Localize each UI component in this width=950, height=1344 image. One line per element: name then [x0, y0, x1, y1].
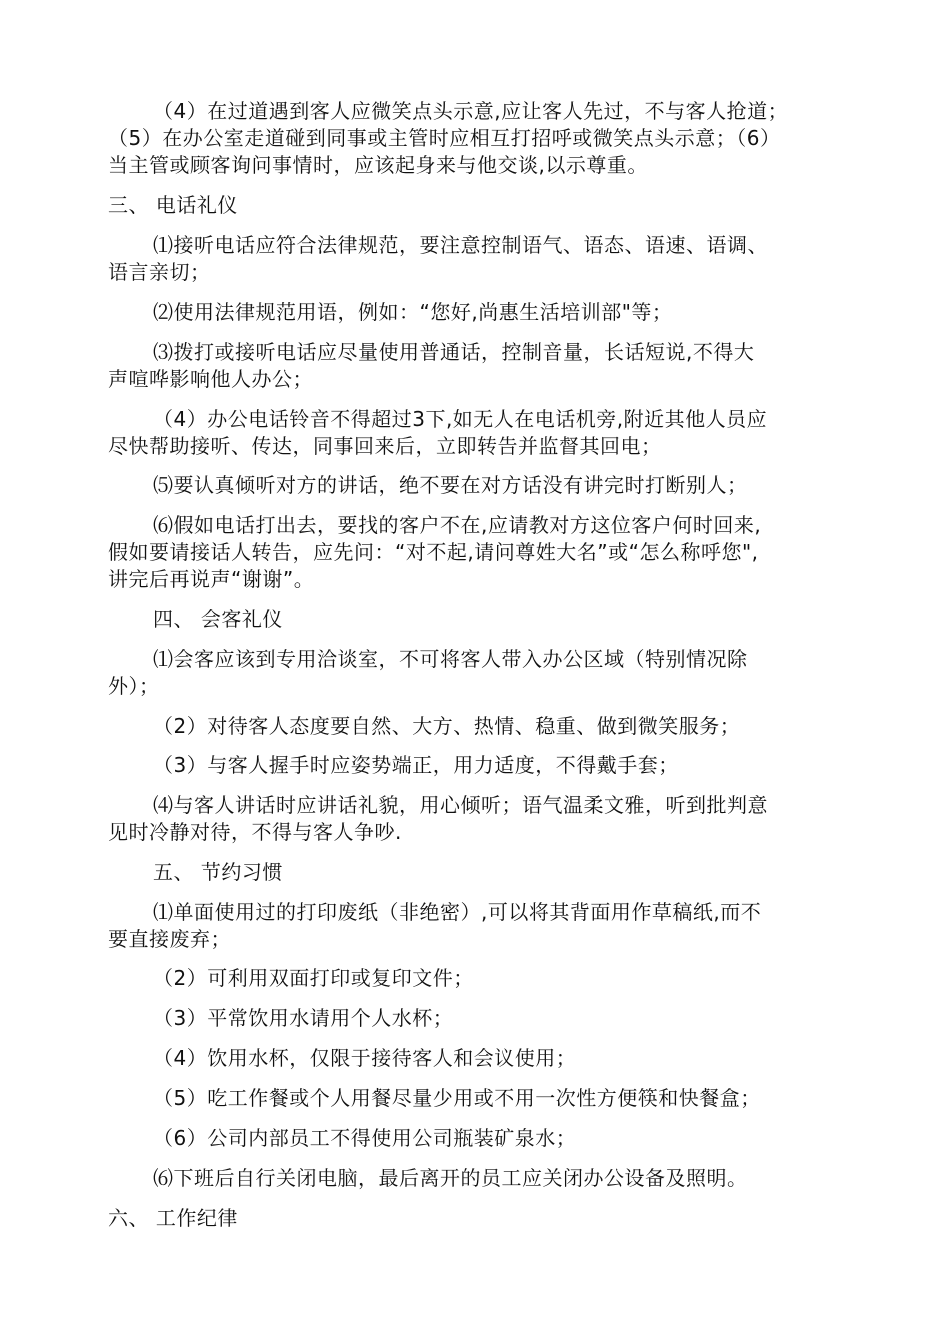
- paragraph-line: （5）吃工作餐或个人用餐尽量少用或不用一次性方便筷和快餐盒；: [153, 1086, 761, 1110]
- section-heading: 五、 节约习惯: [153, 860, 283, 884]
- paragraph-line: 尽快帮助接听、传达，同事回来后，立即转告并监督其回电；: [108, 434, 662, 458]
- paragraph-line: （4）在过道遇到客人应微笑点头示意,应让客人先过，不与客人抢道；: [153, 99, 789, 123]
- section-heading: 四、 会客礼仪: [153, 607, 283, 631]
- section-heading: 六、 工作纪律: [108, 1206, 238, 1230]
- paragraph-line: （3）与客人握手时应姿势端正，用力适度，不得戴手套；: [153, 753, 679, 777]
- paragraph-line: 讲完后再说声“谢谢”。: [108, 567, 315, 591]
- paragraph-line: （2）对待客人态度要自然、大方、热情、稳重、做到微笑服务；: [153, 714, 741, 738]
- paragraph-line: ⑹假如电话打出去，要找的客户不在,应请教对方这位客户何时回来,: [153, 513, 762, 537]
- paragraph-line: 要直接废弃；: [108, 927, 231, 951]
- paragraph-line: （5）在办公室走道碰到同事或主管时应相互打招呼或微笑点头示意；（6）: [108, 126, 781, 150]
- paragraph-line: ⑵使用法律规范用语，例如：“您好,尚惠生活培训部"等；: [153, 300, 673, 324]
- paragraph-line: ⑷与客人讲话时应讲话礼貌，用心倾听；语气温柔文雅，听到批判意: [153, 793, 768, 817]
- paragraph-line: ⑴单面使用过的打印废纸（非绝密）,可以将其背面用作草稿纸,而不: [153, 900, 762, 924]
- paragraph-line: ⑶拨打或接听电话应尽量使用普通话，控制音量，长话短说,不得大: [153, 340, 755, 364]
- paragraph-line: 声喧哗影响他人办公；: [108, 367, 313, 391]
- paragraph-line: （6）公司内部员工不得使用公司瓶装矿泉水；: [153, 1126, 577, 1150]
- paragraph-line: ⑹下班后自行关闭电脑，最后离开的员工应关闭办公设备及照明。: [153, 1166, 748, 1190]
- section-heading: 三、 电话礼仪: [108, 193, 238, 217]
- paragraph-line: 语言亲切；: [108, 260, 211, 284]
- paragraph-line: ⑸要认真倾听对方的讲话，绝不要在对方话没有讲完时打断别人；: [153, 473, 748, 497]
- paragraph-line: （4）办公电话铃音不得超过3下,如无人在电话机旁,附近其他人员应: [153, 407, 768, 431]
- paragraph-line: ⑴接听电话应符合法律规范，要注意控制语气、语态、语速、语调、: [153, 233, 768, 257]
- paragraph-line: 见时冷静对待，不得与客人争吵.: [108, 820, 402, 844]
- paragraph-line: ⑴会客应该到专用洽谈室，不可将客人带入办公区域（特别情况除: [153, 647, 748, 671]
- paragraph-line: （4）饮用水杯，仅限于接待客人和会议使用；: [153, 1046, 577, 1070]
- paragraph-line: 外）；: [108, 674, 160, 698]
- paragraph-line: 当主管或顾客询问事情时，应该起身来与他交谈,以示尊重。: [108, 153, 648, 177]
- paragraph-line: （3）平常饮用水请用个人水杯；: [153, 1006, 454, 1030]
- paragraph-line: （2）可利用双面打印或复印文件；: [153, 966, 474, 990]
- paragraph-line: 假如要请接话人转告，应先问：“对不起,请问尊姓大名”或“怎么称呼您",: [108, 540, 759, 564]
